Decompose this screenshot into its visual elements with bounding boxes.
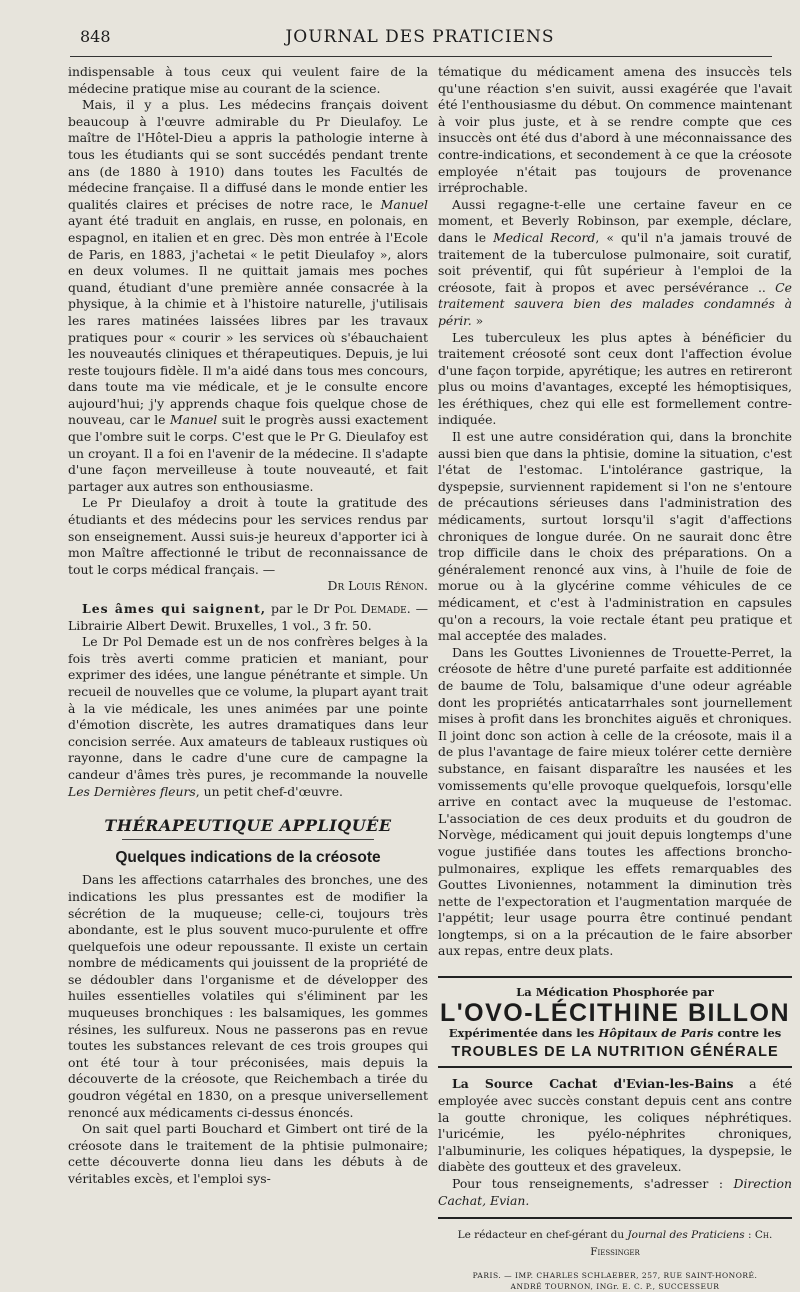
paragraph: Mais, il y a plus. Les médecins français doivent beaucoup à l'œuvre admirable du Pr Dieulafoy. Le maître de l'Hôtel-Dieu a appris la pathologie interne à tous les étudiants qui se sont succédés pendant trente ans (de 1880 à 1910) dans toutes les Facultés de médecine française. Il a diffusé dans le monde entier les qualités claires et précises de notre race, le Manuel ayant été traduit en anglais, en russe, en polonais, en espagnol, en italien et en grec. Dès mon entrée à l'Ecole de Paris, en 1883, j'achetai « le petit Dieulafoy », alors en deux volumes. Il ne quittait jamais mes poches quand, étudiant d'une première année consacrée à la physique, à la chimie et à l'histoire naturelle, j'utilisais les rares matinées laissées libres par les travaux pratiques pour « courir » les services où s'ébauchaient les nouveautés cliniques et thérapeutiques. Depuis, je lui reste toujours fidèle. Il m'a aidé dans tous mes concours, dans toute ma vie médicale, et je le consulte encore aujourd'hui; j'y apprends chaque fois quelque chose de nouveau, car le Manuel suit le progrès aussi exactement que l'ombre suit le corps. C'est que le Pr G. Dieulafoy est un croyant. Il a foi en l'avenir de la médecine. Il s'adapte d'une façon merveilleuse à toute nouveauté, et fait partager aux autres son enthousiasme. — [68, 97, 428, 494]
ad-claim: Expérimentée dans les Hôpitaux de Paris contre les — [448, 1026, 782, 1041]
journal-title: JOURNAL DES PRATICIENS — [285, 27, 555, 47]
ad-brand: L'OVO-LÉCITHINE BILLON — [439, 998, 791, 1027]
paragraph: tématique du médicament amena des insuccès tels qu'une réaction s'en suivit, aussi exagérée que l'avait été l'enthousiasme du début. On commence maintenant à voir plus juste, et à se rendre compte que ces insuccès ont été dus d'abord à une méconnaissance des contre-indications, et secondement à ce que la créosote employée n'était pas toujours de provenance irréprochable. — [438, 64, 792, 196]
paragraph: indispensable à tous ceux qui veulent faire de la médecine pratique mise au courant de la science. — [68, 64, 428, 96]
right-column — [438, 64, 792, 1292]
ad-text: La Source Cachat d'Evian-les-Bains a été employée avec succès constant depuis cent ans contre la goutte chronique, les coliques néphrétiques. l'uricémie, les pyélo-néphrites chroniques, l'albuminurie, les coliques hépatiques, la dyspepsie, le diabète des goutteux et des graveleux. — [438, 1076, 792, 1175]
ad-contact: Pour tous renseignements, s'adresser : Direction Cachat, Evian. — [438, 1176, 792, 1208]
signature: Dr Louis Rénon. — [327, 578, 428, 594]
header-rule — [70, 56, 772, 57]
left-column — [68, 64, 428, 1188]
paragraph: Dans les Gouttes Livoniennes de Trouette-Perret, la créosote de hêtre d'une pureté parfaite est additionnée de baume de Tolu, balsamique d'une odeur agréable dont les propriétés anticatarrhales sont journellement mises à profit dans les bronchites aiguës et chroniques. Il joint donc son action à celle de la créosote, mais il a de plus l'avantage de faire mieux tolérer cette dernière substance, en faisant disparaître les nausées et les vomissements qu'elle provoque quelquefois, lorsqu'elle arrive en contact avec la muqueuse de l'estomac. L'association de ces deux produits et du goudron de Norvège, médicament qui jouit depuis longtemps d'une vogue justifiée dans toutes les affections broncho-pulmonaires, explique les effets remarquables des Gouttes Livoniennes, notamment la diminution très nette de l'expectoration et l'augmentation marquée de l'appétit; leur usage pourra être continué pendant longtemps, si on a la précaution de le faire absorber aux repas, entre deux plats. — [438, 644, 792, 959]
advertisement-ovo-lecithine — [438, 976, 792, 1068]
advertisement-source-cachat — [438, 1068, 792, 1219]
printer-imprint: PARIS. — IMP. CHARLES SCHLAEBER, 257, RUE SAINT-HONORÉ. ANDRÉ TOURNON, INGr. E. C. P., SUCCESSEUR — [472, 1271, 758, 1292]
paragraph: Les tuberculeux les plus aptes à bénéficier du traitement créosoté sont ceux dont l'affection évolue d'une façon torpide, apyrétique; les autres en retireront plus ou moins d'avantages, excepté les hémoptisiques, les éréthiques, chez qui elle est formellement contre-indiquée. — [438, 329, 792, 428]
page-number: 848 — [80, 27, 111, 46]
book-review-text: Le Dr Pol Demade est un de nos confrères belges à la fois très averti comme praticien et maniant, pour exprimer des idées, une langue pénétrante et simple. Un recueil de nouvelles que ce volume, la plupart ayant trait à la vie médicale, les unes animées par une pointe d'émotion discrète, les autres dramatiques dans leur concision serrée. Aux amateurs de tableaux rustiques où rayonne, dans le cadre d'une cure de campagne la candeur d'âmes très pures, je recommande la nouvelle Les Dernières fleurs, un petit chef-d'œuvre. — [68, 634, 428, 799]
paragraph: Dans les affections catarrhales des bronches, une des indications les plus pressantes est de modifier la sécrétion de la muqueuse; celle-ci, toujours très abondante, est le plus souvent muco-purulente et offre quelquefois une odeur repoussante. Il existe un certain nombre de médicaments qui jouissent de la propriété de se dédoubler dans l'organisme et de développer des huiles essentielles volatiles qui s'éliminent par les muqueuses bronchiques : les balsamiques, les gommes résines, les sulfureux. Nous ne passerons pas en revue toutes les substances relevant de ces trois groupes qui ont été tour à tour préconisées, mais depuis la découverte de la créosote, que Reichembach a tirée du goudron végétal en 1830, on a presque universellement renoncé aux médicaments ci-dessus énoncés. — [68, 872, 428, 1120]
paragraph: Le Pr Dieulafoy a droit à toute la gratitude des étudiants et des médecins pour les services rendus par son enseignement. Aussi suis-je heureux d'apporter ici à mon Maître affectionné le tribut de reconnaissance de tout le corps médical français. — — [68, 495, 428, 577]
paragraph: On sait quel parti Bouchard et Gimbert ont tiré de la créosote dans le traitement de la phtisie pulmonaire; cette découverte donna lieu dans les débuts à de véritables excès, et l'emploi sys- — [68, 1121, 428, 1186]
section-rule — [122, 839, 374, 840]
paragraph: Aussi regagne-t-elle une certaine faveur en ce moment, et Beverly Robinson, par exemple, déclare, dans le Medical Record, « qu'il n'a jamais trouvé de traitement de la tuberculose pulmonaire, soit curatif, soit préventif, qui fût supérieur à l'emploi de la créosote, fait à propos et avec persévérance .. Ce traitement sauvera bien des malades condamnés à périr. » — [438, 196, 792, 328]
section-heading: THÉRAPEUTIQUE APPLIQUÉE — [104, 816, 392, 836]
book-review-heading: Les âmes qui saignent, par le Dr Pol Demade. — Librairie Albert Dewit. Bruxelles, 1 vol., 3 fr. 50. — [68, 601, 428, 633]
paragraph: Il est une autre considération qui, dans la bronchite aussi bien que dans la phtisie, domine la situation, c'est l'état de l'estomac. L'intolérance gastrique, la dyspepsie, surviennent rapidement si l'on ne s'entoure de précautions sérieuses dans l'administration des médicaments, surtout lorsqu'il s'agit d'affections chroniques de longue durée. On ne saurait donc être trop difficile dans le choix des préparations. On a généralement renoncé aux vins, à l'huile de foie de morue ou à la glycérine comme véhicules de ce médicament, et c'est à l'administration en capsules qu'on a recours, la voie rectale étant peu pratique et mal acceptée des malades. — [438, 429, 792, 644]
editor-line: Le rédacteur en chef-gérant du Journal des Praticiens : Ch. Fiessinger — [457, 1229, 773, 1258]
article-title: Quelques indications de la créosote — [115, 848, 381, 866]
page-header — [80, 27, 760, 51]
ad-tagline: La Médication Phosphorée par — [516, 985, 714, 1000]
ad-headline: TROUBLES DE LA NUTRITION GÉNÉRALE — [451, 1043, 779, 1060]
